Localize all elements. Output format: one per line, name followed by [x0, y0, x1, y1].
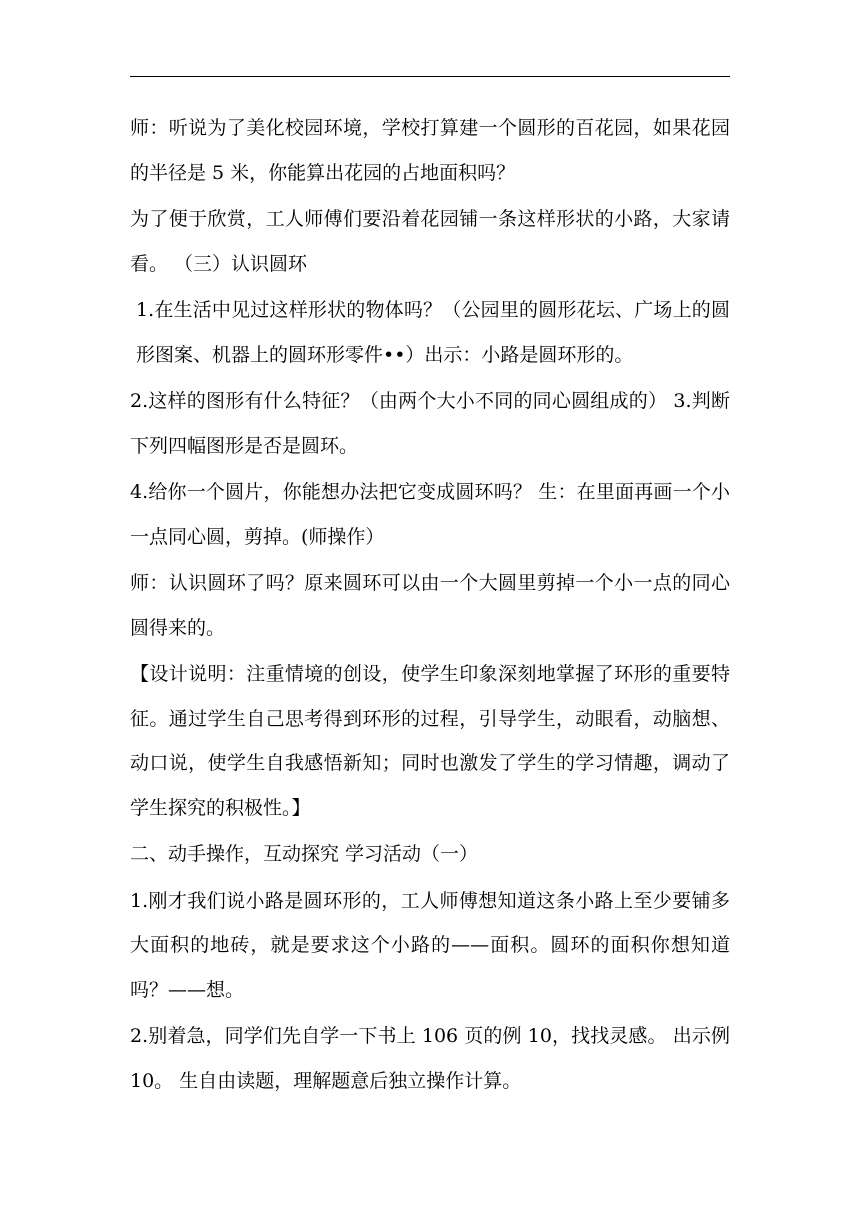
paragraph-path-intro: 为了便于欣赏，工人师傅们要沿着花园铺一条这样形状的小路，大家请看。 （三）认识圆环	[130, 208, 730, 275]
body-text	[130, 106, 730, 1105]
paragraph-teacher-garden: 师：听说为了美化校园环境，学校打算建一个圆形的百花园，如果花园的半径是 5 米，你能算出花园的占地面积吗？	[130, 117, 730, 184]
paragraph-question-4: 4.给你一个圆片，你能想办法把它变成圆环吗？ 生：在里面再画一个小一点同心圆，剪掉。(师操作）	[130, 481, 730, 548]
paragraph-activity-2: 2.别着急，同学们先自学一下书上 106 页的例 10，找找灵感。 出示例 10。 生自由读题，理解题意后独立操作计算。	[130, 1025, 730, 1092]
paragraph-question-1: 1.在生活中见过这样形状的物体吗？（公园里的圆形花坛、广场上的圆形图案、机器上的圆环形零件••）出示：小路是圆环形的。	[136, 299, 730, 366]
section-heading-activity: 二、动手操作，互动探究 学习活动（一）	[130, 843, 479, 865]
paragraph-activity-1: 1.刚才我们说小路是圆环形的，工人师傅想知道这条小路上至少要铺多大面积的地砖，就是要求这个小路的——面积。圆环的面积你想知道吗？——想。	[130, 889, 730, 1001]
header-rule	[130, 76, 730, 77]
paragraph-teacher-ring: 师：认识圆环了吗？原来圆环可以由一个大圆里剪掉一个小一点的同心圆得来的。	[130, 572, 730, 639]
paragraph-design-note: 【设计说明：注重情境的创设，使学生印象深刻地掌握了环形的重要特征。通过学生自己思考得到环形的过程，引导学生，动眼看，动脑想、动口说，使学生自我感悟新知；同时也激发了学生的学习情趣，调动了学生探究的积极性。】	[130, 663, 730, 819]
paragraph-question-2-3: 2.这样的图形有什么特征？（由两个大小不同的同心圆组成的） 3.判断下列四幅图形是否是圆环。	[130, 390, 730, 457]
